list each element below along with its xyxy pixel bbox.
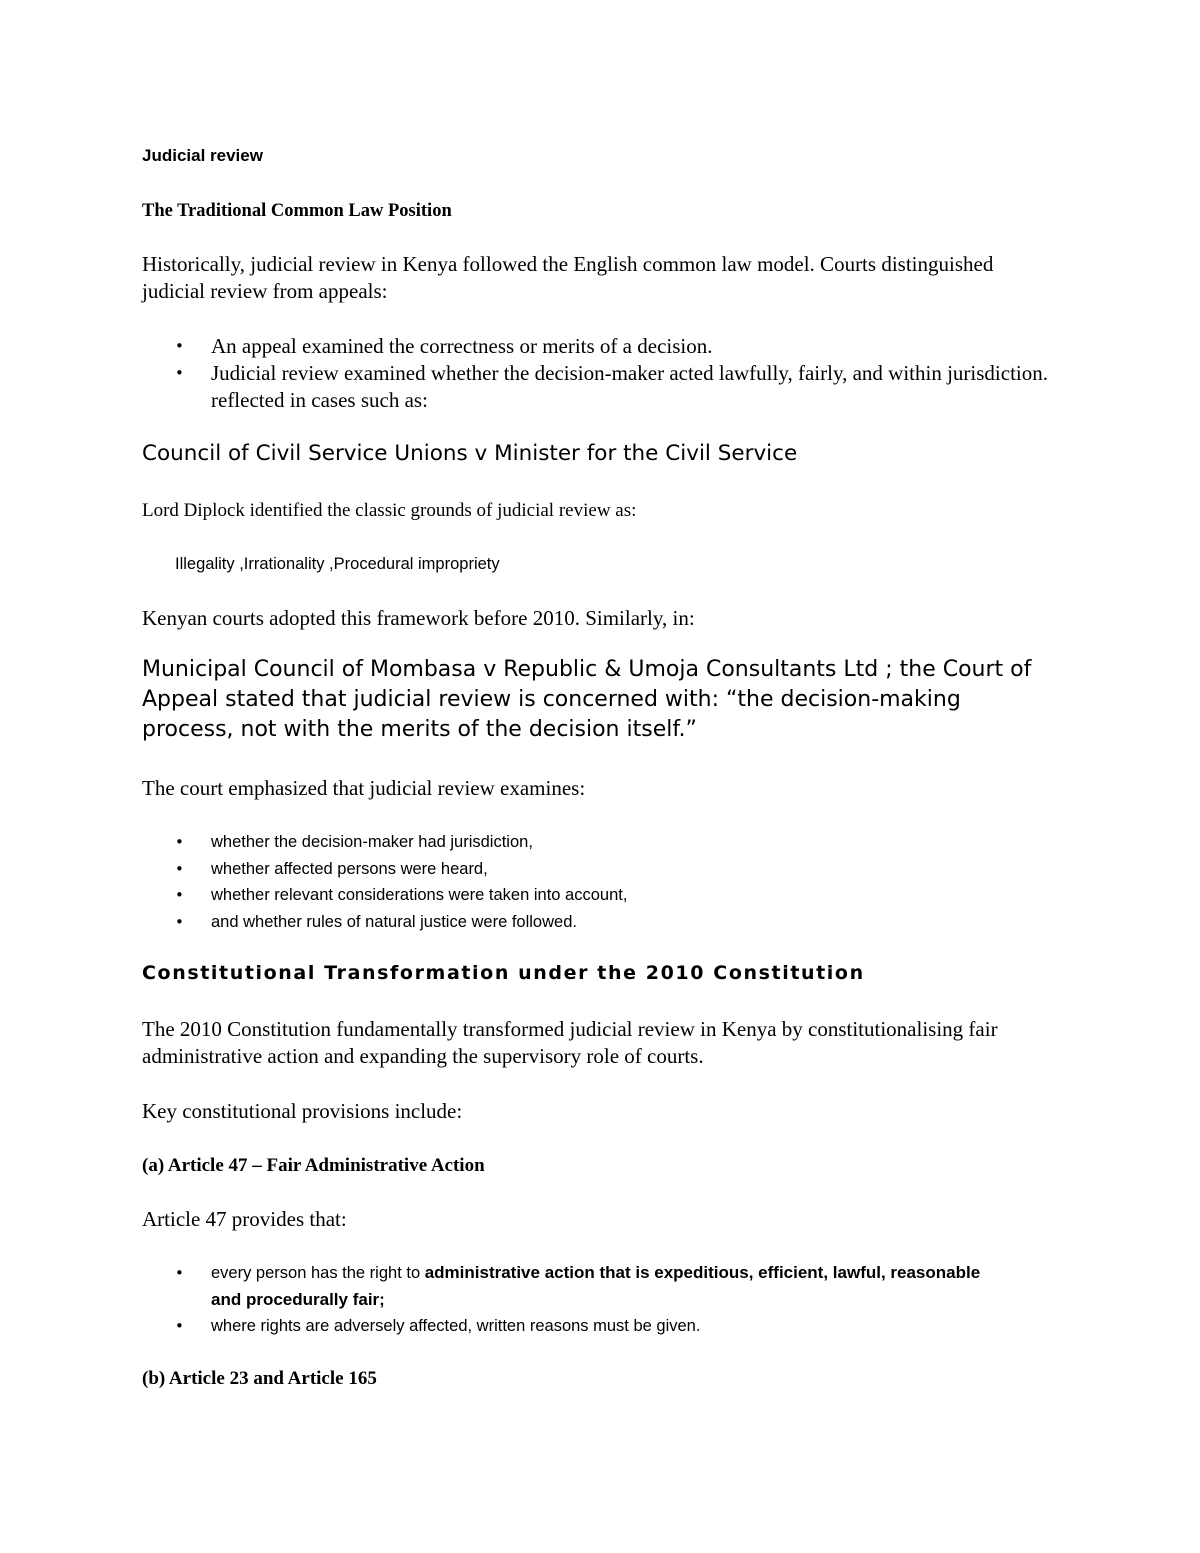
bullet-icon: • <box>175 859 184 878</box>
list-item-text: An appeal examined the correctness or merits of a decision. <box>211 334 713 358</box>
paragraph-article-47: Article 47 provides that: <box>142 1207 347 1231</box>
list-item <box>142 882 1060 909</box>
examines-list <box>142 829 1060 935</box>
list-item-text: whether affected persons were heard, <box>211 859 488 878</box>
article-47-list <box>142 1260 1000 1340</box>
paragraph-diplock: Lord Diplock identified the classic grounds of judicial review as: <box>142 500 637 521</box>
list-item-text: every person has the right to <box>211 1264 425 1282</box>
bullet-icon: • <box>175 1264 184 1282</box>
appeal-list <box>142 333 1060 414</box>
list-item-text: Judicial review examined whether the decision-maker acted lawfully, fairly, and within jurisdiction. reflected in cases such as: <box>211 361 1048 412</box>
list-item-text: whether the decision-maker had jurisdiction, <box>211 833 533 851</box>
document-heading: Judicial review <box>142 146 263 165</box>
list-item-text: and whether rules of natural justice were followed. <box>211 912 577 931</box>
case-heading-mombasa: Municipal Council of Mombasa v Republic & Umoja Consultants Ltd ; the Court of Appeal stated that judicial review is concerned with: “the decision-making process, not with the merits of the decision itself.” <box>142 657 1032 742</box>
list-item <box>142 1260 1000 1313</box>
paragraph-court-emphasized: The court emphasized that judicial review examines: <box>142 776 586 800</box>
heading-article-23-165: (b) Article 23 and Article 165 <box>142 1368 377 1389</box>
paragraph-historically: Historically, judicial review in Kenya followed the English common law model. Courts distinguished judicial review from appeals: <box>142 252 994 303</box>
bullet-icon: • <box>175 833 184 851</box>
bullet-icon: • <box>175 364 184 382</box>
list-item <box>142 829 1060 856</box>
list-item <box>142 333 1060 360</box>
list-item-bold-text: administrative action that is expeditious, efficient, lawful, reasonable and procedurally fair; <box>211 1263 981 1309</box>
grounds-list-line: Illegality ,Irrationality ,Procedural impropriety <box>175 555 500 573</box>
bullet-icon: • <box>175 886 184 904</box>
bullet-icon: • <box>175 337 184 355</box>
list-item-text: where rights are adversely affected, written reasons must be given. <box>211 1317 701 1335</box>
bullet-icon: • <box>175 1317 184 1335</box>
bullet-icon: • <box>175 912 184 931</box>
list-item <box>142 360 1060 414</box>
section-heading-constitutional: Constitutional Transformation under the 2010 Constitution <box>142 962 865 984</box>
list-item <box>142 1313 1000 1340</box>
list-item <box>142 856 1060 883</box>
paragraph-kenyan-courts: Kenyan courts adopted this framework before 2010. Similarly, in: <box>142 606 695 630</box>
list-item <box>142 909 1060 936</box>
list-item-text: whether relevant considerations were taken into account, <box>211 886 628 904</box>
case-heading-ccsu: Council of Civil Service Unions v Minister for the Civil Service <box>142 441 798 466</box>
section-heading-traditional: The Traditional Common Law Position <box>142 201 452 221</box>
paragraph-2010-constitution: The 2010 Constitution fundamentally transformed judicial review in Kenya by constitutionalising fair administrative action and expanding the supervisory role of courts. <box>142 1017 998 1068</box>
heading-article-47: (a) Article 47 – Fair Administrative Action <box>142 1155 485 1176</box>
paragraph-key-provisions: Key constitutional provisions include: <box>142 1099 463 1123</box>
